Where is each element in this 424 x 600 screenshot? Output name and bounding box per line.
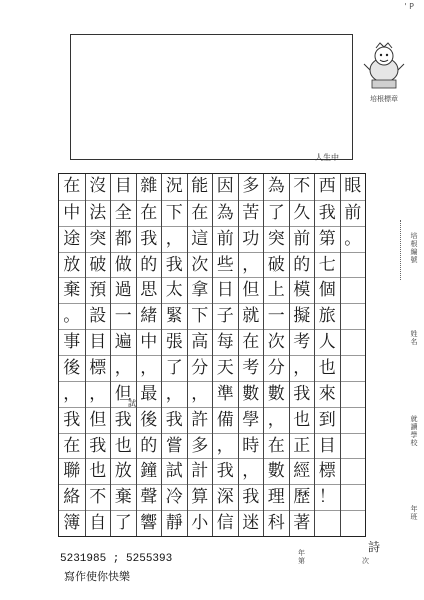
grid-cell: 一: [264, 303, 289, 329]
grid-column: [187, 174, 213, 536]
label-number: 培根編號: [410, 232, 418, 265]
grid-cell: 我: [239, 484, 264, 510]
grid-cell: 但: [111, 381, 136, 407]
grid-cell: 突: [264, 226, 289, 252]
grid-cell: 響: [137, 510, 162, 536]
grid-cell: 全: [111, 200, 136, 226]
grid-cell: [341, 484, 366, 510]
grid-cell: 靜: [162, 510, 187, 536]
grid-cell: 信: [213, 510, 238, 536]
grid-cell: 最: [137, 381, 162, 407]
grid-column: [212, 174, 238, 536]
grid-cell: 到: [315, 407, 340, 433]
grid-cell: 分: [264, 355, 289, 381]
grid-cell: 理: [264, 484, 289, 510]
grid-cell: 雜: [140, 176, 158, 197]
grid-cell: ，: [188, 381, 213, 407]
grid-cell: ，: [86, 381, 111, 407]
grid-cell: 一: [111, 303, 136, 329]
grid-cell: 也: [86, 458, 111, 484]
footer-slogan: 寫作使你快樂: [64, 570, 130, 583]
grid-cell: [341, 433, 366, 459]
grid-cell: 小: [188, 510, 213, 536]
grid-cell: 在: [239, 329, 264, 355]
grid-cell: 能: [191, 176, 209, 197]
grid-cell: 數: [239, 381, 264, 407]
grid-cell: 不: [293, 176, 311, 197]
grid-cell: 在: [63, 176, 81, 197]
grid-cell: 設: [86, 303, 111, 329]
grid-cell: 正: [290, 433, 315, 459]
grid-column: [314, 174, 340, 536]
grid-cell: 考: [290, 329, 315, 355]
grid-cell: 下: [162, 200, 187, 226]
grid-cell: 我: [213, 458, 238, 484]
grid-cell: 我: [86, 433, 111, 459]
grid-cell: 前: [290, 226, 315, 252]
grid-cell: 的: [290, 252, 315, 278]
grid-cell: 在: [264, 433, 289, 459]
grid-cell: 不: [86, 484, 111, 510]
grid-cell: 下: [188, 303, 213, 329]
grid-cell: 太: [162, 277, 187, 303]
grid-cell: 棄: [59, 277, 84, 303]
grid-cell: 預: [86, 277, 111, 303]
grid-cell: 個: [315, 277, 340, 303]
grid-cell: 目: [114, 176, 132, 197]
grid-cell: 經: [290, 458, 315, 484]
grid-cell: 備: [213, 407, 238, 433]
grid-cell: 人: [315, 329, 340, 355]
grid-cell: 在: [137, 200, 162, 226]
grid-cell: 第: [315, 226, 340, 252]
grid-cell: 過: [111, 277, 136, 303]
grid-cell: 標: [315, 458, 340, 484]
grid-cell: ！: [315, 484, 340, 510]
meta-ci: 次: [362, 557, 369, 565]
grid-cell: 七: [315, 252, 340, 278]
grid-cell: 自: [86, 510, 111, 536]
grid-cell: 沒: [89, 176, 107, 197]
grid-cell: 歷: [290, 484, 315, 510]
grid-cell: 模: [290, 277, 315, 303]
grid-column: [263, 174, 289, 536]
grid-cell: 了: [264, 200, 289, 226]
grid-cell: 時: [239, 433, 264, 459]
grid-cell: 也: [315, 355, 340, 381]
grid-cell: 我: [111, 407, 136, 433]
grid-cell: [315, 510, 340, 536]
logo-label: 培根標章: [370, 95, 398, 103]
grid-cell: ，: [264, 407, 289, 433]
grid-cell: 後: [137, 407, 162, 433]
teacher-comment-box: [70, 34, 353, 160]
grid-cell: 棄: [111, 484, 136, 510]
grid-cell: 每: [213, 329, 238, 355]
grid-cell: 的: [137, 433, 162, 459]
grid-cell: 法: [86, 200, 111, 226]
grid-cell: 冷: [162, 484, 187, 510]
grid-cell: 中: [137, 329, 162, 355]
grid-cell: ，: [137, 355, 162, 381]
grid-cell: 中: [59, 200, 84, 226]
grid-column: [136, 174, 162, 536]
grid-cell: ，: [162, 381, 187, 407]
grid-cell: 多: [242, 176, 260, 197]
grid-cell: 在: [188, 200, 213, 226]
meta-nian: 年: [298, 549, 305, 557]
grid-cell: 破: [86, 252, 111, 278]
grid-cell: ，: [213, 433, 238, 459]
corner-mark: ' P: [404, 2, 414, 11]
grid-cell: 計: [188, 458, 213, 484]
grid-cell: 分: [188, 355, 213, 381]
grid-cell: 前: [213, 226, 238, 252]
grid-cell: 我: [162, 252, 187, 278]
grid-cell: 來: [315, 381, 340, 407]
grid-cell: 思: [137, 277, 162, 303]
grid-cell: 我: [290, 381, 315, 407]
grid-cell: 張: [162, 329, 187, 355]
grid-cell: 。: [341, 226, 366, 252]
grid-cell: 準: [213, 381, 238, 407]
grid-cell: ，: [290, 355, 315, 381]
grid-cell: 。: [59, 303, 84, 329]
grid-cell: [341, 303, 366, 329]
grid-cell: 上: [264, 277, 289, 303]
grid-cell: [341, 407, 366, 433]
grid-cell: 緊: [162, 303, 187, 329]
grid-cell: 拿: [188, 277, 213, 303]
grid-column: [59, 174, 84, 536]
grid-cell: 我: [162, 407, 187, 433]
grid-cell: 我: [137, 226, 162, 252]
grid-column: [161, 174, 187, 536]
grid-cell: 天: [213, 355, 238, 381]
grid-cell: 高: [188, 329, 213, 355]
grid-cell: 算: [188, 484, 213, 510]
grid-cell: 為: [267, 176, 285, 197]
meta-di: 第: [298, 557, 305, 565]
teacher-signature: 詩: [368, 540, 381, 554]
grid-cell: 在: [59, 433, 84, 459]
side-divider: [400, 220, 401, 280]
grid-cell: 數: [264, 458, 289, 484]
peigen-seal-icon: [362, 40, 406, 94]
grid-column: [289, 174, 315, 536]
grid-column: [238, 174, 264, 536]
grid-cell: 日: [213, 277, 238, 303]
grid-column: [340, 174, 366, 536]
grid-cell: 眼: [344, 176, 362, 197]
grid-cell: 放: [59, 252, 84, 278]
grid-cell: 我: [59, 407, 84, 433]
grid-cell: 的: [137, 252, 162, 278]
grid-cell: 擬: [290, 303, 315, 329]
grid-cell: 次: [188, 252, 213, 278]
grid-cell: 迷: [239, 510, 264, 536]
grid-cell: 簿: [59, 510, 84, 536]
grid-cell: 因: [216, 176, 234, 197]
grid-cell: [341, 355, 366, 381]
grid-cell: [341, 277, 366, 303]
grid-cell: [341, 329, 366, 355]
grid-cell: 就: [239, 303, 264, 329]
grid-cell: 都: [111, 226, 136, 252]
grid-cell: 聯: [59, 458, 84, 484]
grid-cell: 緒: [137, 303, 162, 329]
grid-cell: 數: [264, 381, 289, 407]
grid-cell: [341, 252, 366, 278]
grid-cell: 途: [59, 226, 84, 252]
grid-cell: 功: [239, 226, 264, 252]
grid-column: [110, 174, 136, 536]
label-name: 姓名: [410, 330, 418, 347]
grid-cell: 遍: [111, 329, 136, 355]
grid-cell: 些: [213, 252, 238, 278]
grid-cell: [341, 510, 366, 536]
grid-cell: 標: [86, 355, 111, 381]
margin-correction: 人生中: [315, 153, 339, 162]
grid-cell: 了: [162, 355, 187, 381]
grid-cell: 我: [315, 200, 340, 226]
grid-cell: 多: [188, 433, 213, 459]
label-grade: 年班: [410, 505, 418, 522]
grid-cell: 科: [264, 510, 289, 536]
grid-cell: 考: [239, 355, 264, 381]
grid-cell: 鐘: [137, 458, 162, 484]
grid-cell: 久: [290, 200, 315, 226]
grid-cell: 學: [239, 407, 264, 433]
label-school: 就讀學校: [410, 415, 418, 448]
grid-cell: 但: [86, 407, 111, 433]
grid-cell: 西: [318, 176, 336, 197]
grid-cell: 子: [213, 303, 238, 329]
grid-cell: 次: [264, 329, 289, 355]
grid-cell: 突: [86, 226, 111, 252]
inline-note: 試: [128, 399, 136, 408]
grid-cell: 也: [290, 407, 315, 433]
grid-cell: 做: [111, 252, 136, 278]
grid-cell: ，: [162, 226, 187, 252]
grid-cell: 目: [86, 329, 111, 355]
grid-cell: 況: [165, 176, 183, 197]
grid-cell: 絡: [59, 484, 84, 510]
grid-cell: 旅: [315, 303, 340, 329]
grid-cell: ，: [59, 381, 84, 407]
grid-cell: [341, 458, 366, 484]
grid-cell: 後: [59, 355, 84, 381]
grid-cell: 嘗: [162, 433, 187, 459]
grid-cell: 苦: [239, 200, 264, 226]
grid-cell: ，: [239, 458, 264, 484]
grid-cell: 放: [111, 458, 136, 484]
grid-cell: ，: [239, 252, 264, 278]
grid-cell: 聲: [137, 484, 162, 510]
grid-cell: 但: [239, 277, 264, 303]
grid-cell: 試: [162, 458, 187, 484]
grid-cell: ，: [111, 355, 136, 381]
manuscript-grid: [58, 173, 366, 537]
grid-cell: 目: [315, 433, 340, 459]
grid-cell: 為: [213, 200, 238, 226]
grid-cell: 也: [111, 433, 136, 459]
grid-cell: 這: [188, 226, 213, 252]
grid-cell: 許: [188, 407, 213, 433]
grid-cell: 了: [111, 510, 136, 536]
grid-cell: 破: [264, 252, 289, 278]
grid-cell: 著: [290, 510, 315, 536]
grid-cell: 前: [341, 200, 366, 226]
grid-column: [85, 174, 111, 536]
footer-numbers: 5231985 ; 5255393: [60, 553, 173, 565]
grid-cell: 深: [213, 484, 238, 510]
grid-cell: 事: [59, 329, 84, 355]
grid-cell: [341, 381, 366, 407]
